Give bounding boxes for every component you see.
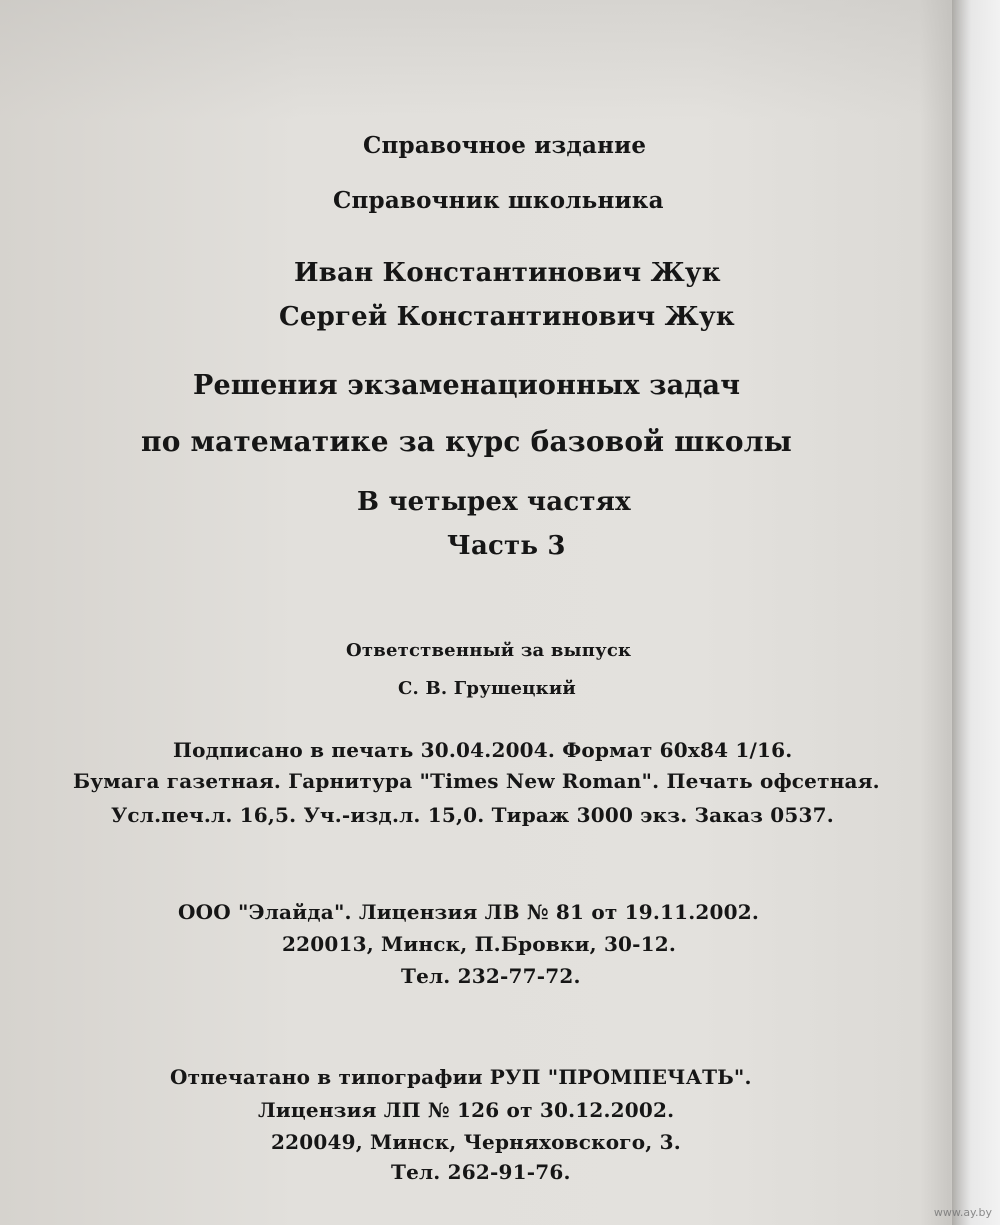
printer-name: Отпечатано в типографии РУП "ПРОМПЕЧАТЬ". bbox=[170, 1065, 752, 1089]
volume-count: В четырех частях bbox=[357, 487, 631, 517]
site-watermark: www.ay.by bbox=[933, 1206, 992, 1219]
author-2: Сергей Константинович Жук bbox=[279, 302, 735, 332]
book-title-line-1: Решения экзаменационных задач bbox=[193, 370, 741, 401]
print-info-line-2: Бумага газетная. Гарнитура "Times New Roman". Печать офсетная. bbox=[73, 769, 880, 793]
print-info-line-3: Усл.печ.л. 16,5. Уч.-изд.л. 15,0. Тираж 3000 экз. Заказ 0537. bbox=[111, 803, 834, 827]
page-edge bbox=[952, 0, 1000, 1225]
page-shadow bbox=[0, 0, 1000, 120]
printer-license: Лицензия ЛП № 126 от 30.12.2002. bbox=[258, 1098, 675, 1122]
series-title: Справочник школьника bbox=[333, 187, 664, 214]
part-number: Часть 3 bbox=[447, 531, 566, 561]
responsible-label: Ответственный за выпуск bbox=[346, 640, 632, 661]
publisher-license: ООО "Элайда". Лицензия ЛВ № 81 от 19.11.2002. bbox=[178, 900, 760, 924]
author-1: Иван Константинович Жук bbox=[294, 258, 721, 288]
printer-address: 220049, Минск, Черняховского, 3. bbox=[271, 1130, 681, 1154]
publisher-address: 220013, Минск, П.Бровки, 30-12. bbox=[282, 932, 677, 956]
book-title-line-2: по математике за курс базовой школы bbox=[141, 425, 792, 458]
publisher-phone: Тел. 232-77-72. bbox=[401, 964, 581, 988]
responsible-name: С. В. Грушецкий bbox=[398, 678, 576, 699]
print-info-line-1: Подписано в печать 30.04.2004. Формат 60х84 1/16. bbox=[173, 738, 793, 762]
edition-type: Справочное издание bbox=[363, 132, 647, 159]
printer-phone: Тел. 262-91-76. bbox=[391, 1160, 571, 1184]
